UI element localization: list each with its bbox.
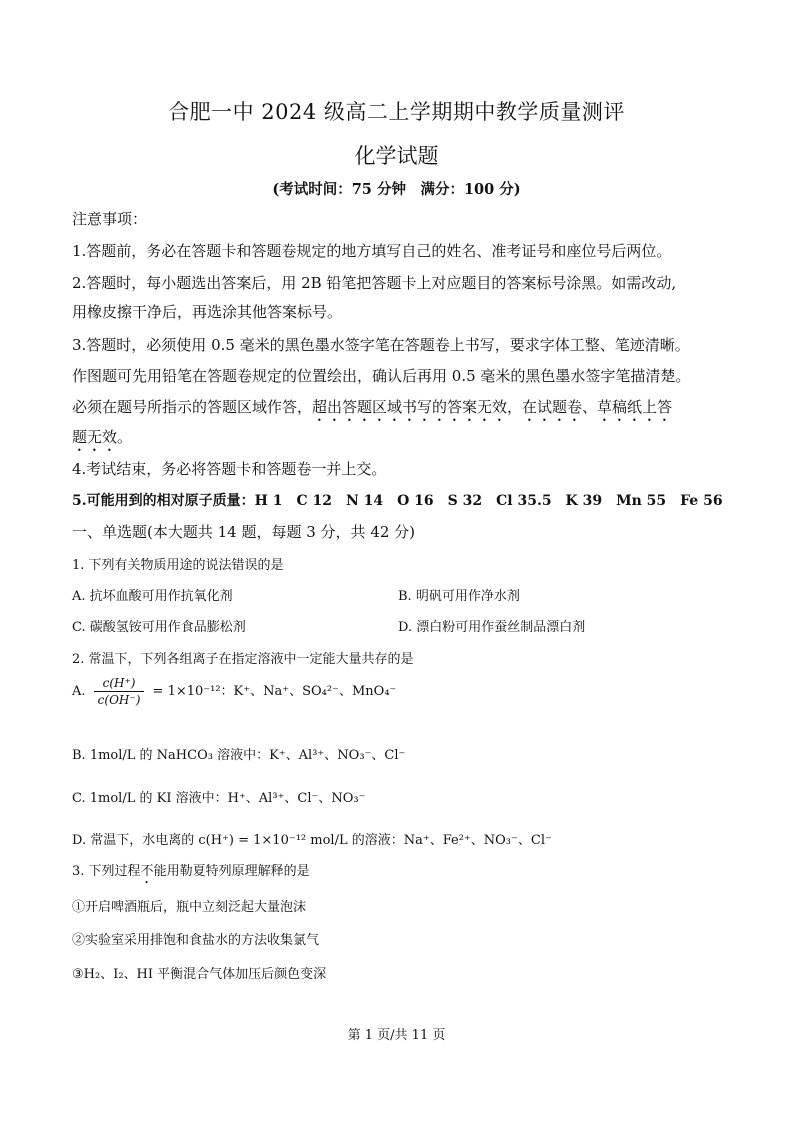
- exam-meta: (考试时间：75 分钟 满分：100 分): [272, 181, 521, 198]
- note-2-line-1: 2.答题时，每小题选出答案后，用 2B 铅笔把答题卡上对应题目的答案标号涂黑。如需改动,: [72, 274, 677, 292]
- q3-stem-b: 能用勒夏特列原理解释的是: [153, 864, 310, 879]
- q2-stem: 2. 常温下，下列各组离子在指定溶液中一定能大量共存的是: [72, 652, 414, 667]
- q3-item-2: ②实验室采用排饱和食盐水的方法收集氯气: [72, 933, 320, 948]
- note-3-line-2: 作图题可先用铅笔在答题卷规定的位置绘出，确认后再用 0.5 毫米的黑色墨水签字笔描清楚。: [72, 367, 691, 385]
- note-3-line-1: 3.答题时，必须使用 0.5 毫米的黑色墨水签字笔在答题卷上书写，要求字体工整、笔迹清晰。: [72, 336, 690, 354]
- q2-a-rest: = 1×10⁻¹²：K⁺、Na⁺、SO₄²⁻、MnO₄⁻: [152, 684, 397, 699]
- note-3-emphasis-end: 题无效: [72, 428, 118, 446]
- q1-stem: 1. 下列有关物质用途的说法错误的是: [72, 558, 284, 573]
- q3-item-3: ③H₂、I₂、HI 平衡混合气体加压后颜色变深: [72, 967, 327, 982]
- q1-option-a: A. 抗坏血酸可用作抗氧化剂: [72, 589, 233, 604]
- note-3-plain: 必须在题号所指示的答题区域作答，: [72, 398, 313, 416]
- note-3-emphasis: 超出答题区域书写的答案无效，在试题卷、草稿纸上答: [312, 398, 673, 416]
- q1-option-c: C. 碳酸氢铵可用作食品膨松剂: [72, 620, 246, 635]
- q2-option-a: [72, 676, 396, 707]
- section-heading: 一、单选题(本大题共 14 题，每题 3 分，共 42 分): [72, 523, 416, 541]
- note-1: 1.答题前，务必在答题卡和答题卷规定的地方填写自己的姓名、准考证号和座位号后两位。: [72, 242, 672, 260]
- note-3-end: 。: [117, 428, 133, 446]
- page-footer: 第 1 页/共 11 页: [347, 1028, 446, 1043]
- q1-option-b: B. 明矾可用作净水剂: [398, 589, 520, 604]
- note-3-line-4: [72, 426, 132, 455]
- q2-option-c: C. 1mol/L 的 KI 溶液中：H⁺、Al³⁺、Cl⁻、NO₃⁻: [72, 791, 366, 806]
- note-4: 4.考试结束，务必将答题卡和答题卷一并上交。: [72, 460, 387, 478]
- q3-stem-emphasis: 不: [140, 864, 154, 879]
- exam-subtitle: 化学试题: [354, 144, 439, 168]
- q2-a-fraction: [94, 676, 145, 707]
- q2-option-d: D. 常温下，水电离的 c(H⁺) = 1×10⁻¹² mol/L 的溶液：Na⁺、Fe²⁺、NO₃⁻、Cl⁻: [72, 833, 552, 848]
- note-5: 5.可能用到的相对原子质量：H 1 C 12 N 14 O 16 S 32 Cl 35.5 K 39 Mn 55 Fe 56: [72, 493, 723, 509]
- note-2-line-2: 用橡皮擦干净后，再选涂其他答案标号。: [72, 303, 343, 321]
- note-3-line-3: [72, 396, 672, 425]
- exam-title: 合肥一中 2024 级高二上学期期中教学质量测评: [168, 100, 625, 124]
- notes-heading: 注意事项：: [72, 210, 148, 228]
- q2-a-label: A.: [72, 684, 86, 699]
- q3-item-1: ①开启啤酒瓶后，瓶中立刻泛起大量泡沫: [72, 900, 307, 915]
- q2-option-b: B. 1mol/L 的 NaHCO₃ 溶液中：K⁺、Al³⁺、NO₃⁻、Cl⁻: [72, 748, 406, 763]
- q2-a-denominator: c(OH⁻): [97, 693, 141, 707]
- q3-stem: [72, 860, 310, 887]
- q3-stem-a: 3. 下列过程: [72, 864, 141, 879]
- q2-a-numerator: c(H⁺): [94, 676, 145, 692]
- q1-option-d: D. 漂白粉可用作蚕丝制品漂白剂: [398, 620, 586, 635]
